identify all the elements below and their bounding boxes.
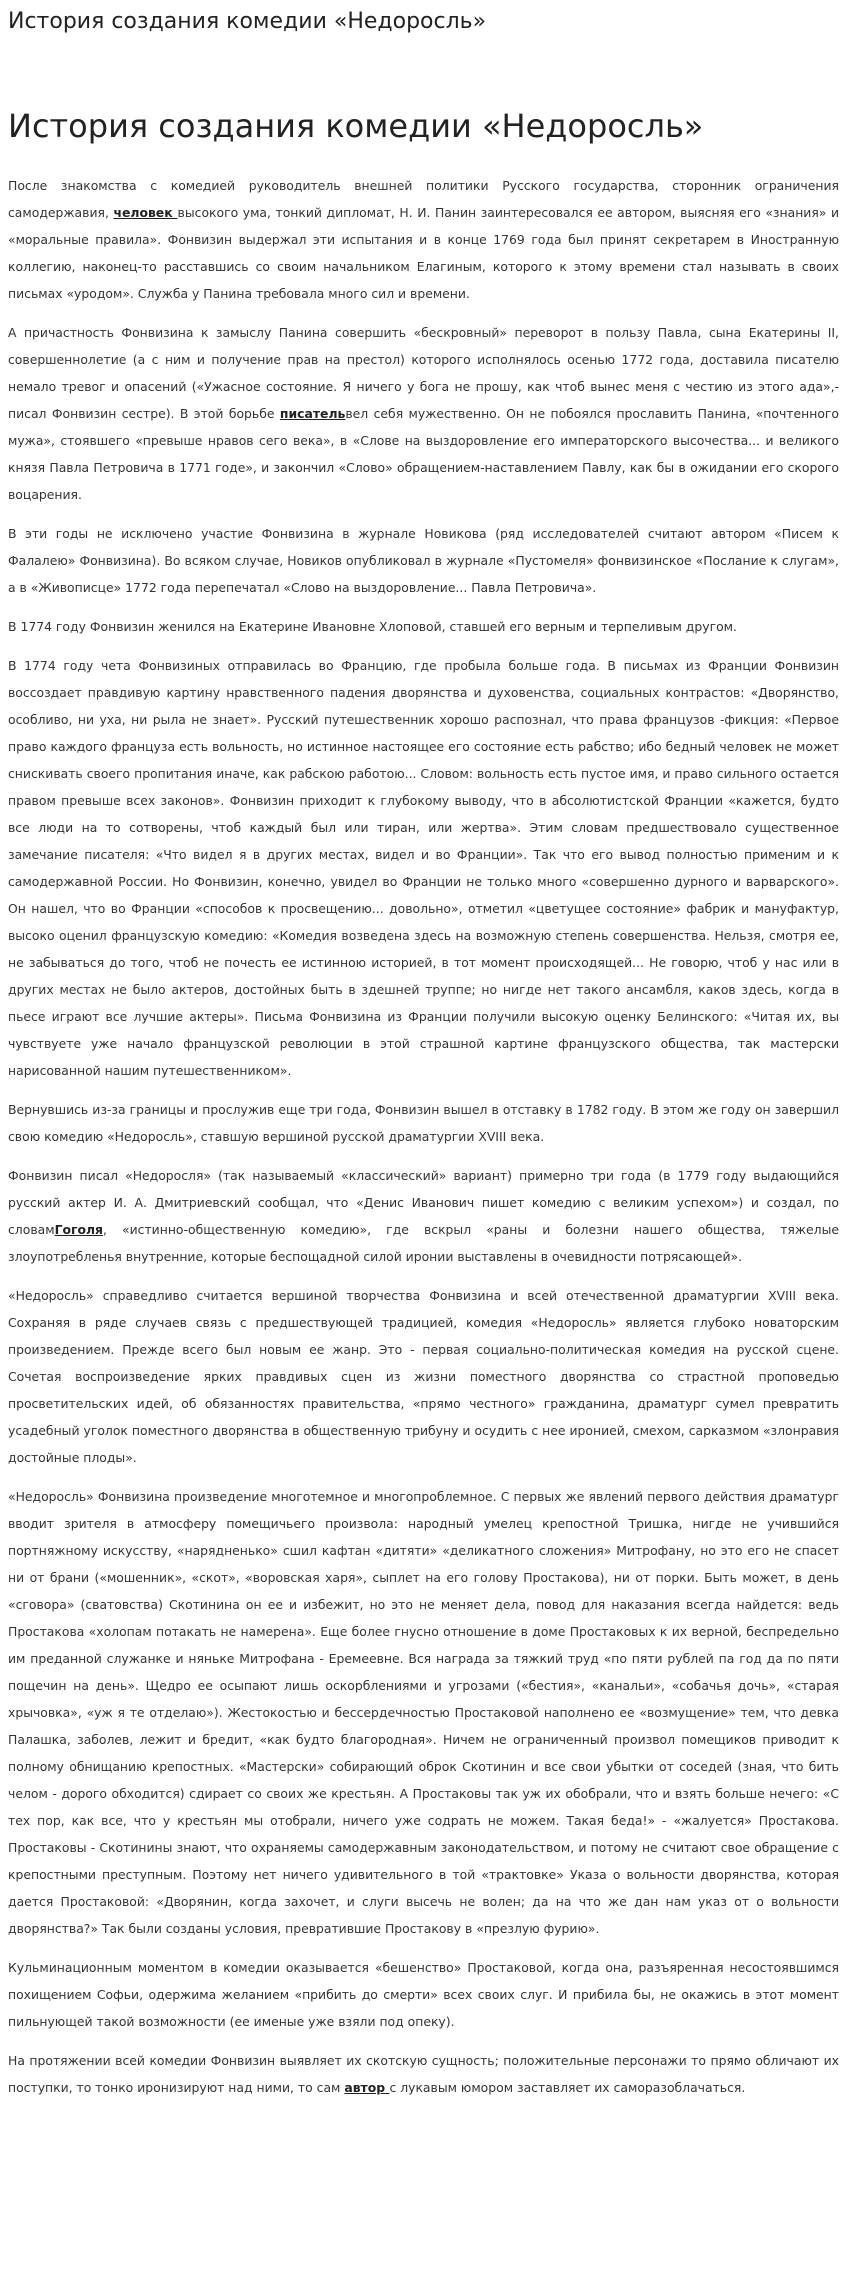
paragraph-4: В 1774 году Фонвизин женился на Екатерине Ивановне Хлоповой, ставшей его верным и терпеливым другом. [8, 619, 737, 634]
paragraph-5: В 1774 году чета Фонвизиных отправилась во Францию, где пробыла больше года. В письмах из Франции Фонвизин воссоздает правдивую картину нравственного падения дворянства и духовенства, социальных контрастов: «Дворянство, особливо, ни уха, ни рыла не знает». Русский путешественник хорошо распознал, что права французов -фикция: «Первое право каждого француза есть вольность, но истинное настоящее его состояние есть рабство; ибо бедный человек не может снискивать своего пропитания иначе, как рабскою работою... Словом: вольность есть пустое имя, и право сильного остается правом превыше всех законов». Фонвизин приходит к глубокому выводу, что в абсолютистской Франции «кажется, будто все люди на то сотворены, чтоб каждый был или тиран, или жертва». Этим словам предшествовало существенное замечание писателя: «Что видел я в других местах, видел и во Франции». Так что его вывод полностью применим и к самодержавной России. Но Фонвизин, конечно, увидел во Франции не только много «совершенно дурного и варварского». Он нашел, что во Франции «способов к просвещению... довольно», отметил «цветущее состояние» фабрик и мануфактур, высоко оценил французскую комедию: «Комедия возведена здесь на возможную степень совершенства. Нельзя, смотря ее, не забываться до того, чтоб не почесть ее истинною историей, в тот момент происходящей... Не говорю, чтоб у нас или в других местах не было актеров, достойных быть в здешней труппе; но нигде нет такого ансамбля, каков здесь, когда в пьесе играют все лучшие актеры». Письма Фонвизина из Франции получили высокую оценку Белинского: «Читая их, вы чувствуете уже начало французской революции в этой страшной картине французского общества, так мастерски нарисованной нашим путешественником». [8, 658, 839, 1078]
paragraph-10: Кульминационным моментом в комедии оказывается «бешенство» Простаковой, когда она, разъяренная несостоявшимся похищением Софьи, одержима желанием «прибить до смерти» всех своих слуг. И прибила бы, не окажись в этот момент пильнующей такой возможности (ее именые уже взяли под опеку). [8, 1960, 839, 2029]
link-gogol[interactable]: Гоголя [54, 1222, 103, 1237]
link-chelovek[interactable]: человек [113, 205, 178, 220]
paragraph-7-text-b: , «истинно-общественную комедию», где вскрыл «раны и болезни нашего общества, тяжелые злоупотребленья внутренние, которые беспощадной силой иронии выставлены в очевидности потрясающей». [8, 1222, 839, 1264]
link-pisatel[interactable]: писатель [279, 406, 346, 421]
paragraph-1-text-a: После знакомства с комедией руководитель внешней политики Русского государства, сторонник ограничения самодержавия, [8, 178, 839, 220]
paragraph-2-text-a: А причастность Фонвизина к замыслу Панина совершить «бескровный» переворот в пользу Павла, сына Екатерины II, совершеннолетие (а с ним и получение прав на престол) которого исполнялось осенью 1772 года, доставила писателю немало тревог и опасений («Ужасное состояние. Я ничего у бога не прошу, как чтоб вынес меня с честию из этого ада»,- писал Фонвизин сестре). В этой борьбе [8, 325, 839, 421]
paragraph-11 [8, 2047, 839, 2101]
paragraph-7 [8, 1162, 839, 1270]
paragraph-2-text-b: вел себя мужественно. Он не побоялся прославить Панина, «почтенного мужа», стоявшего «превыше нравов сего века», в «Слове на выздоровление его императорского высочества... и великого князя Павла Петровича в 1771 годе», и закончил «Слово» обращением-наставлением Павлу, как бы в ожидании его скорого воцарения. [8, 406, 839, 502]
link-avtor[interactable]: автор [344, 2080, 390, 2095]
paragraph-7-text-a: Фонвизин писал «Недоросля» (так называемый «классический» вариант) примерно три года (в 1779 году выдающийся русский актер И. А. Дмитриевский сообщал, что «Денис Иванович пишет комедию с великим успехом») и создал, по словам [8, 1168, 839, 1237]
article-body [8, 172, 839, 2101]
paragraph-11-text-a: На протяжении всей комедии Фонвизин выявляет их скотскую сущность; положительные персонажи то прямо обличают их поступки, то тонко иронизируют над ними, то сам [8, 2053, 839, 2095]
article-title: История создания комедии «Недоросль» [8, 107, 704, 145]
paragraph-6: Вернувшись из-за границы и прослужив еще три года, Фонвизин вышел в отставку в 1782 году. В этом же году он завершил свою комедию «Недоросль», ставшую вершиной русской драматургии XVIII века. [8, 1102, 839, 1144]
paragraph-2 [8, 319, 839, 508]
paragraph-11-text-b: с лукавым юмором заставляет их саморазоблачаться. [389, 2080, 746, 2095]
paragraph-1-text-b: высокого ума, тонкий дипломат, Н. И. Панин заинтересовался ее автором, выясняя его «знания» и «моральные правила». Фонвизин выдержал эти испытания и в конце 1769 года был принят секретарем в Иностранную коллегию, наконец-то расставшись со своим начальником Елагиным, которого к этому времени стал называть в своих письмах «уродом». Служба у Панина требовала много сил и времени. [8, 205, 839, 301]
header-title: История создания комедии «Недоросль» [8, 9, 487, 34]
paragraph-3: В эти годы не исключено участие Фонвизина в журнале Новикова (ряд исследователей считают автором «Писем к Фалалею» Фонвизина). Во всяком случае, Новиков опубликовал в журнале «Пустомеля» фонвизинское «Послание к слугам», а в «Живописце» 1772 года перепечатал «Слово на выздоровление... Павла Петровича». [8, 526, 839, 595]
paragraph-8: «Недоросль» справедливо считается вершиной творчества Фонвизина и всей отечественной драматургии XVIII века. Сохраняя в ряде случаев связь с предшествующей традицией, комедия «Недоросль» является глубоко новаторским произведением. Прежде всего был новым ее жанр. Это - первая социально-политическая комедия на русской сцене. Сочетая воспроизведение ярких правдивых сцен из жизни поместного дворянства со страстной проповедью просветительских идей, об обязанностях правительства, «прямо честного» гражданина, драматург сумел превратить усадебный уголок поместного дворянства в общественную трибуну и осудить с нее иронией, смехом, сарказмом «злонравия достойные плоды». [8, 1288, 839, 1465]
paragraph-1 [8, 172, 839, 307]
paragraph-9: «Недоросль» Фонвизина произведение многотемное и многопроблемное. С первых же явлений первого действия драматург вводит зрителя в атмосферу помещичьего произвола: народный умелец крепостной Тришка, нигде не учившийся портняжному искусству, «нарядненько» сшил кафтан «дитяти» «деликатного сложения» Митрофану, но это его не спасет ни от брани («мошенник», «скот», «воровская харя», сыплет на его голову Простакова), ни от порки. Быть может, в день «сговора» (сватовства) Скотинина он ее и избежит, но это не меняет дела, повод для наказания всегда найдется: ведь Простакова «холопам потакать не намерена». Еще более гнусно отношение в доме Простаковых к их верной, беспредельно им преданной служанке и няньке Митрофана - Еремеевне. Вся награда за тяжкий труд «по пяти рублей па год да по пяти пощечин на день». Щедро ее осыпают лишь оскорблениями и угрозами («бестия», «канальи», «собачья дочь», «старая хрычовка», «уж я те отделаю»). Жестокостью и бессердечностью Простаковой наполнено ее «возмущение» тем, что девка Палашка, заболев, лежит и бредит, «как будто благородная». Ничем не ограниченный произвол помещиков приводит к полному обнищанию крепостных. «Мастерски» собирающий оброк Скотинин и все свои убытки от соседей (зная, что бить челом - дорого обходится) сдирает со своих же крестьян. А Простаковы так уж их обобрали, что и взять больше нечего: «С тех пор, как все, что у крестьян мы отобрали, ничего уже содрать не можем. Такая беда!» - «жалуется» Простакова. Простаковы - Скотинины знают, что охраняемы самодержавным законодательством, и потому не считают свое обращение с крепостными преступным. Поэтому нет ничего удивительного в той «трактовке» Указа о вольности дворянства, которая дается Простаковой: «Дворянин, когда захочет, и слуги высечь не волен; да на что же дан нам указ от о вольности дворянства?» Так были созданы условия, превратившие Простакову в «презлую фурию». [8, 1489, 839, 1936]
